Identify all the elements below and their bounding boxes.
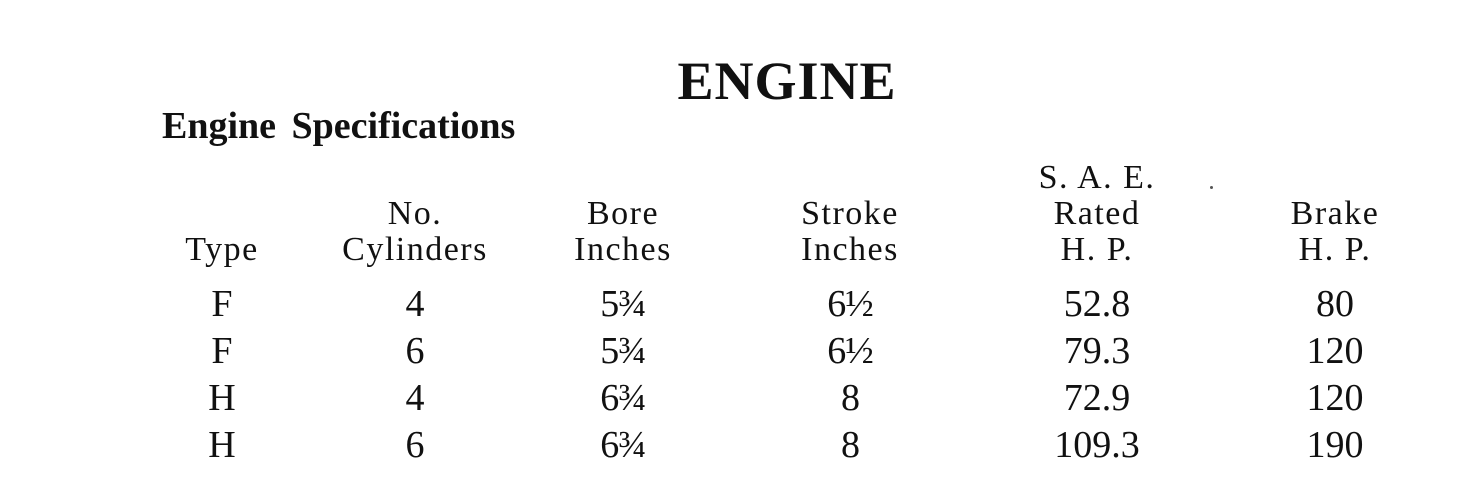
column-header-type xyxy=(142,232,302,268)
column-header-line: H. P. xyxy=(1298,231,1372,268)
cell-sae-rated-hp: 52.8 xyxy=(1063,283,1131,325)
cell-brake-hp: 190 xyxy=(1306,424,1364,466)
cell-bore-inches: 5¾ xyxy=(600,330,646,372)
cell-brake-hp: 80 xyxy=(1316,283,1354,325)
cell-bore-inches: 6¾ xyxy=(600,377,646,419)
column-header-line: Stroke xyxy=(801,195,899,232)
cell-no-cylinders: 4 xyxy=(405,283,425,325)
cell-stroke-inches: 8 xyxy=(841,424,859,466)
column-header-line: Inches xyxy=(801,231,899,268)
column-header-line: Inches xyxy=(574,231,672,268)
column-header-line: Bore xyxy=(586,195,660,232)
cell-stroke-inches: 8 xyxy=(841,377,859,419)
print-speck xyxy=(1210,186,1213,189)
column-header-line: Rated xyxy=(1053,195,1141,232)
cell-type: F xyxy=(211,330,233,372)
cell-no-cylinders: 6 xyxy=(405,424,425,466)
cell-bore-inches: 6¾ xyxy=(600,424,646,466)
column-header-line: Cylinders xyxy=(342,231,488,268)
cell-type: H xyxy=(208,377,236,419)
cell-brake-hp: 120 xyxy=(1306,330,1364,372)
column-header-line: H. P. xyxy=(1060,231,1134,268)
page-title: ENGINE xyxy=(677,51,897,111)
cell-sae-rated-hp: 72.9 xyxy=(1063,377,1131,419)
cell-sae-rated-hp: 79.3 xyxy=(1063,330,1131,372)
cell-bore-inches: 5¾ xyxy=(600,283,646,325)
column-header-bore-inches xyxy=(533,196,713,268)
column-header-line: No. xyxy=(387,195,443,232)
cell-stroke-inches: 6½ xyxy=(827,330,873,372)
cell-type: H xyxy=(208,424,236,466)
cell-stroke-inches: 6½ xyxy=(827,283,873,325)
cell-no-cylinders: 4 xyxy=(405,377,425,419)
column-header-sae-rated-hp xyxy=(987,160,1207,268)
column-header-no-cylinders xyxy=(310,196,520,268)
cell-brake-hp: 120 xyxy=(1306,377,1364,419)
cell-type: F xyxy=(211,283,233,325)
column-header-line: Type xyxy=(185,231,259,268)
column-header-brake-hp xyxy=(1245,196,1425,268)
column-header-line: S. A. E. xyxy=(1038,159,1156,196)
section-heading: Engine Specifications xyxy=(162,105,516,147)
column-header-stroke-inches xyxy=(750,196,950,268)
column-header-line: Brake xyxy=(1290,195,1380,232)
cell-no-cylinders: 6 xyxy=(405,330,425,372)
cell-sae-rated-hp: 109.3 xyxy=(1054,424,1140,466)
